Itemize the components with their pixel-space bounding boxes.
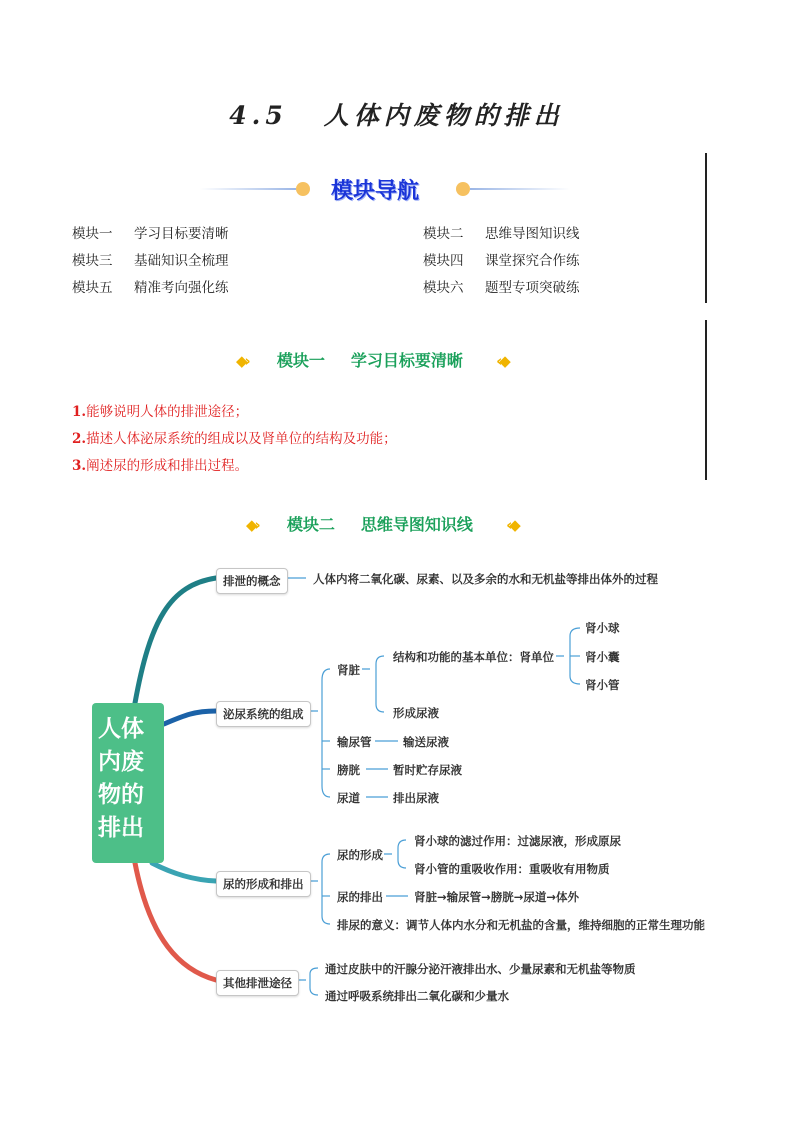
node-respiration: 通过呼吸系统排出二氧化碳和少量水 [325,989,509,1003]
branch-formation [152,863,216,881]
node-urine-formation: 尿的形成和排出 [216,871,311,897]
node-sweat: 通过皮肤中的汗腺分泌汗液排出水、少量尿素和无机盐等物质 [325,962,636,976]
diamond-arrow-icon: ◆› [246,516,258,534]
nav-item-module2[interactable]: 模块二 思维导图知识线 [423,226,580,242]
node-concept-text: 人体内将二氧化碳、尿素、以及多余的水和无机盐等排出体外的过程 [313,572,658,586]
goal-item: 2.描述人体泌尿系统的组成以及肾单位的结构及功能； [72,431,397,447]
node-urination-meaning: 排尿的意义：调节人体内水分和无机盐的含量，维持细胞的正常生理功能 [337,918,705,932]
node-urethra-function: 排出尿液 [393,791,439,805]
node-kidney-function: 形成尿液 [393,706,439,720]
node-bladder-function: 暂时贮存尿液 [393,763,462,777]
diamond-arrow-icon: ‹◆ [506,516,518,534]
node-excrete-path: 肾脏→输尿管→膀胱→尿道→体外 [414,890,580,904]
goal-item: 3.阐述尿的形成和排出过程。 [72,458,249,474]
node-excrete: 尿的排出 [337,890,383,904]
diamond-arrow-icon: ‹◆ [496,352,508,370]
nav-item-module6[interactable]: 模块六 题型专项突破练 [423,280,580,296]
diamond-arrow-icon: ◆› [236,352,248,370]
nav-item-module4[interactable]: 模块四 课堂探究合作练 [423,253,580,269]
nav-item-module1[interactable]: 模块一 学习目标要清晰 [72,226,229,242]
node-reabsorption: 肾小管的重吸收作用：重吸收有用物质 [414,862,610,876]
node-filtration: 肾小球的滤过作用：过滤尿液，形成原尿 [414,834,621,848]
node-nephron: 结构和功能的基本单位：肾单位 [393,650,554,664]
section-number: 4.5 [229,101,288,130]
node-form: 尿的形成 [337,848,383,862]
nav-heading: 模块导航 [330,179,419,204]
section-title: 人体内废物的排出 [323,101,564,130]
mindmap-center: 人体 内废 物的 排出 [92,703,164,863]
node-other-routes: 其他排泄途径 [216,970,299,996]
module2-heading: ◆› 模块二 思维导图知识线 ‹◆ [246,515,518,534]
nav-item-module3[interactable]: 模块三 基础知识全梳理 [72,253,229,269]
node-kidney: 肾脏 [337,663,360,677]
node-ureter-function: 输送尿液 [403,735,449,749]
branch-urinary [164,711,216,724]
nav-item-module5[interactable]: 模块五 精准考向强化练 [72,280,229,296]
branch-concept [135,578,216,703]
node-urinary-system: 泌尿系统的组成 [216,701,311,727]
module1-heading: ◆› 模块一 学习目标要清晰 ‹◆ [236,351,508,370]
node-urethra: 尿道 [337,791,360,805]
node-excretion-concept: 排泄的概念 [216,568,288,594]
node-ureter: 输尿管 [337,735,372,749]
node-bladder: 膀胱 [337,763,360,777]
node-glomerulus: 肾小球 [585,621,620,635]
node-tubule: 肾小管 [585,678,620,692]
goal-item: 1.能够说明人体的排泄途径； [72,404,249,420]
node-capsule: 肾小囊 [585,650,620,664]
